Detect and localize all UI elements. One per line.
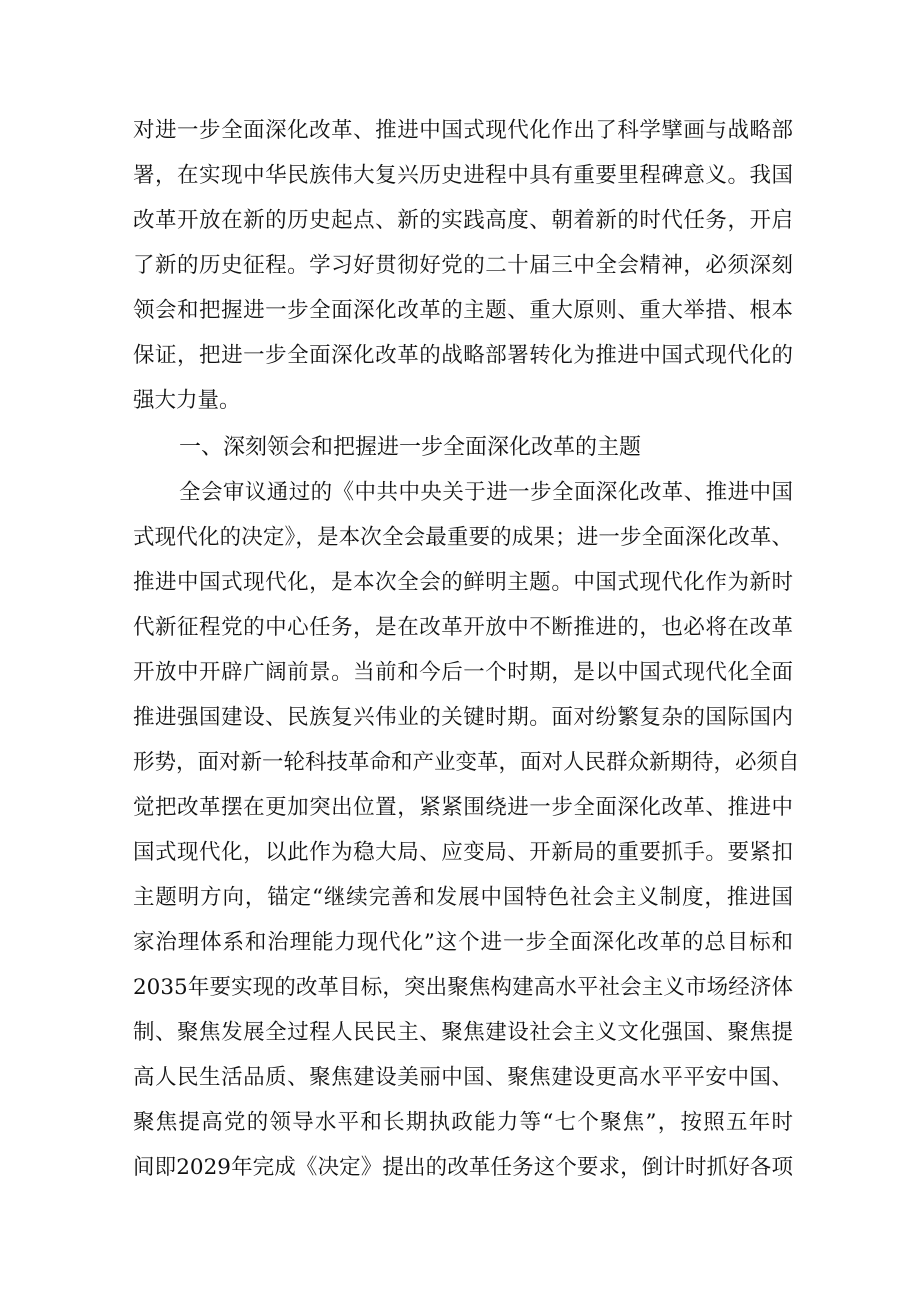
paragraph-2-line: 间即2029年完成《决定》提出的改革任务这个要求，倒计时抓好各项 — [133, 1155, 793, 1180]
paragraph-2-line: 形势，面对新一轮科技革命和产业变革，面对人民群众新期待，必须自 — [133, 750, 800, 775]
paragraph-2-line: 高人民生活品质、聚焦建设美丽中国、聚焦建设更高水平平安中国、 — [133, 1065, 793, 1090]
paragraph-2-line: 式现代化的决定》，是本次全会最重要的成果；进一步全面深化改革、 — [133, 525, 793, 550]
paragraph-2-line: 开放中开辟广阔前景。当前和今后一个时期，是以中国式现代化全面 — [133, 660, 793, 685]
paragraph-2-line: 推进强国建设、民族复兴伟业的关键时期。面对纷繁复杂的国际国内 — [133, 705, 793, 730]
section-heading: 一、深刻领会和把握进一步全面深化改革的主题 — [179, 435, 642, 460]
paragraph-2-line: 制、聚焦发展全过程人民民主、聚焦建设社会主义文化强国、聚焦提 — [133, 1020, 793, 1045]
paragraph-1-line: 了新的历史征程。学习好贯彻好党的二十届三中全会精神，必须深刻 — [133, 253, 793, 278]
paragraph-2-line: 聚焦提高党的领导水平和长期执政能力等“七个聚焦”，按照五年时 — [133, 1110, 793, 1135]
paragraph-2-line: 家治理体系和治理能力现代化”这个进一步全面深化改革的总目标和 — [133, 930, 793, 955]
paragraph-1-line: 署，在实现中华民族伟大复兴历史进程中具有重要里程碑意义。我国 — [133, 163, 793, 188]
paragraph-2-line: 2035年要实现的改革目标，突出聚焦构建高水平社会主义市场经济体 — [133, 975, 793, 1000]
paragraph-1-line: 保证，把进一步全面深化改革的战略部署转化为推进中国式现代化的 — [133, 343, 793, 368]
paragraph-1-line: 改革开放在新的历史起点、新的实践高度、朝着新的时代任务，开启 — [133, 208, 793, 233]
paragraph-2-line: 觉把改革摆在更加突出位置，紧紧围绕进一步全面深化改革、推进中 — [133, 795, 793, 820]
paragraph-1-line: 强大力量。 — [133, 388, 241, 413]
paragraph-2-line: 代新征程党的中心任务，是在改革开放中不断推进的，也必将在改革 — [133, 615, 793, 640]
paragraph-2-line: 主题明方向，锚定“继续完善和发展中国特色社会主义制度，推进国 — [133, 885, 793, 910]
paragraph-1-line: 对进一步全面深化改革、推进中国式现代化作出了科学擘画与战略部 — [133, 118, 793, 143]
paragraph-1-line: 领会和把握进一步全面深化改革的主题、重大原则、重大举措、根本 — [133, 298, 793, 323]
paragraph-2-line: 国式现代化，以此作为稳大局、应变局、开新局的重要抓手。要紧扣 — [133, 840, 793, 865]
paragraph-2-line: 全会审议通过的《中共中央关于进一步全面深化改革、推进中国 — [179, 480, 793, 505]
paragraph-2-line: 推进中国式现代化，是本次全会的鲜明主题。中国式现代化作为新时 — [133, 570, 793, 595]
